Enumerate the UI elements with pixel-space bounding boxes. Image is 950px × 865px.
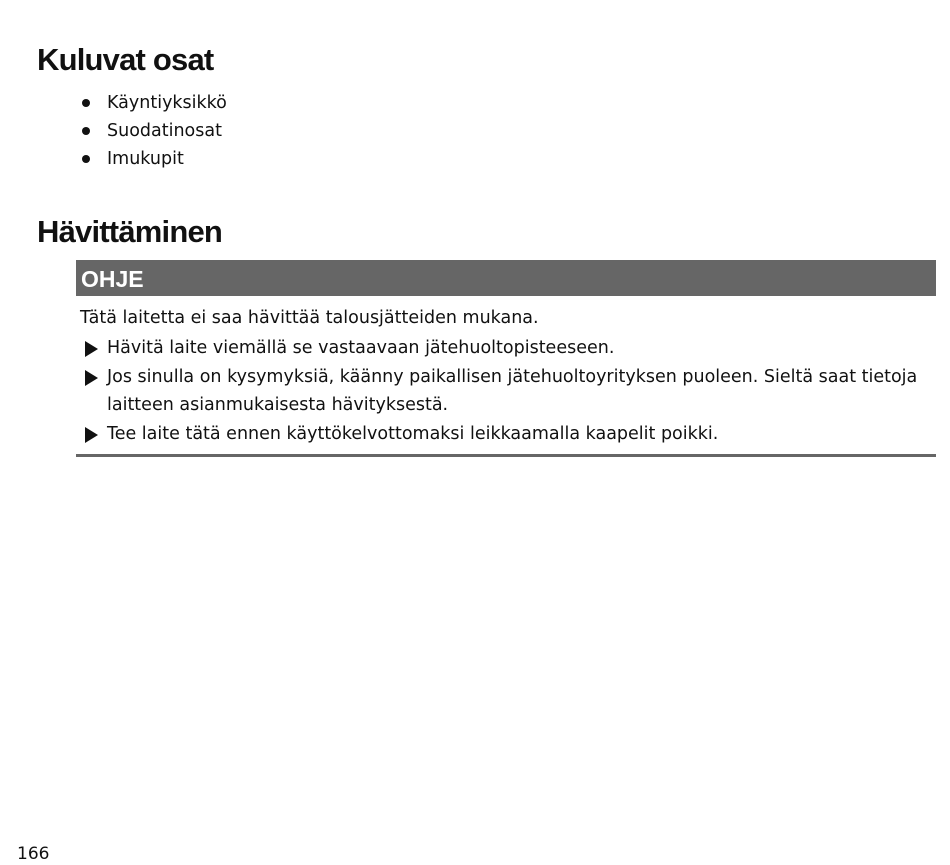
step-item <box>80 334 936 362</box>
page-number: 166 <box>17 844 50 864</box>
step-text: Tee laite tätä ennen käyttökelvottomaksi leikkaamalla kaapelit poikki. <box>107 424 719 444</box>
step-text: Jos sinulla on kysymyksiä, käänny paikallisen jätehuoltoyrityksen puoleen. Sieltä saat tietoja laitteen asianmukaisesta hävityksestä. <box>107 367 918 415</box>
consumables-list <box>82 89 227 173</box>
notice-steps <box>80 334 936 448</box>
step-text: Hävitä laite viemällä se vastaavaan jätehuoltopisteeseen. <box>107 338 615 358</box>
list-item <box>82 145 227 173</box>
step-item <box>80 363 936 419</box>
notice-intro: Tätä laitetta ei saa hävittää talousjätteiden mukana. <box>80 308 539 328</box>
bullet-icon <box>82 127 90 135</box>
section-heading-disposal: Hävittäminen <box>37 214 223 249</box>
triangle-arrow-icon <box>85 370 98 386</box>
step-item <box>80 420 936 448</box>
list-item-label: Imukupit <box>107 149 184 169</box>
bullet-icon <box>82 99 90 107</box>
list-item <box>82 89 227 117</box>
list-item-label: Suodatinosat <box>107 121 222 141</box>
triangle-arrow-icon <box>85 427 98 443</box>
list-item <box>82 117 227 145</box>
section-heading-consumables: Kuluvat osat <box>37 42 214 77</box>
notice-box <box>76 260 936 457</box>
notice-body <box>76 296 936 448</box>
bullet-icon <box>82 155 90 163</box>
list-item-label: Käyntiyksikkö <box>107 93 227 113</box>
notice-bottom-rule <box>76 454 936 457</box>
notice-label: OHJE <box>76 260 936 296</box>
triangle-arrow-icon <box>85 341 98 357</box>
